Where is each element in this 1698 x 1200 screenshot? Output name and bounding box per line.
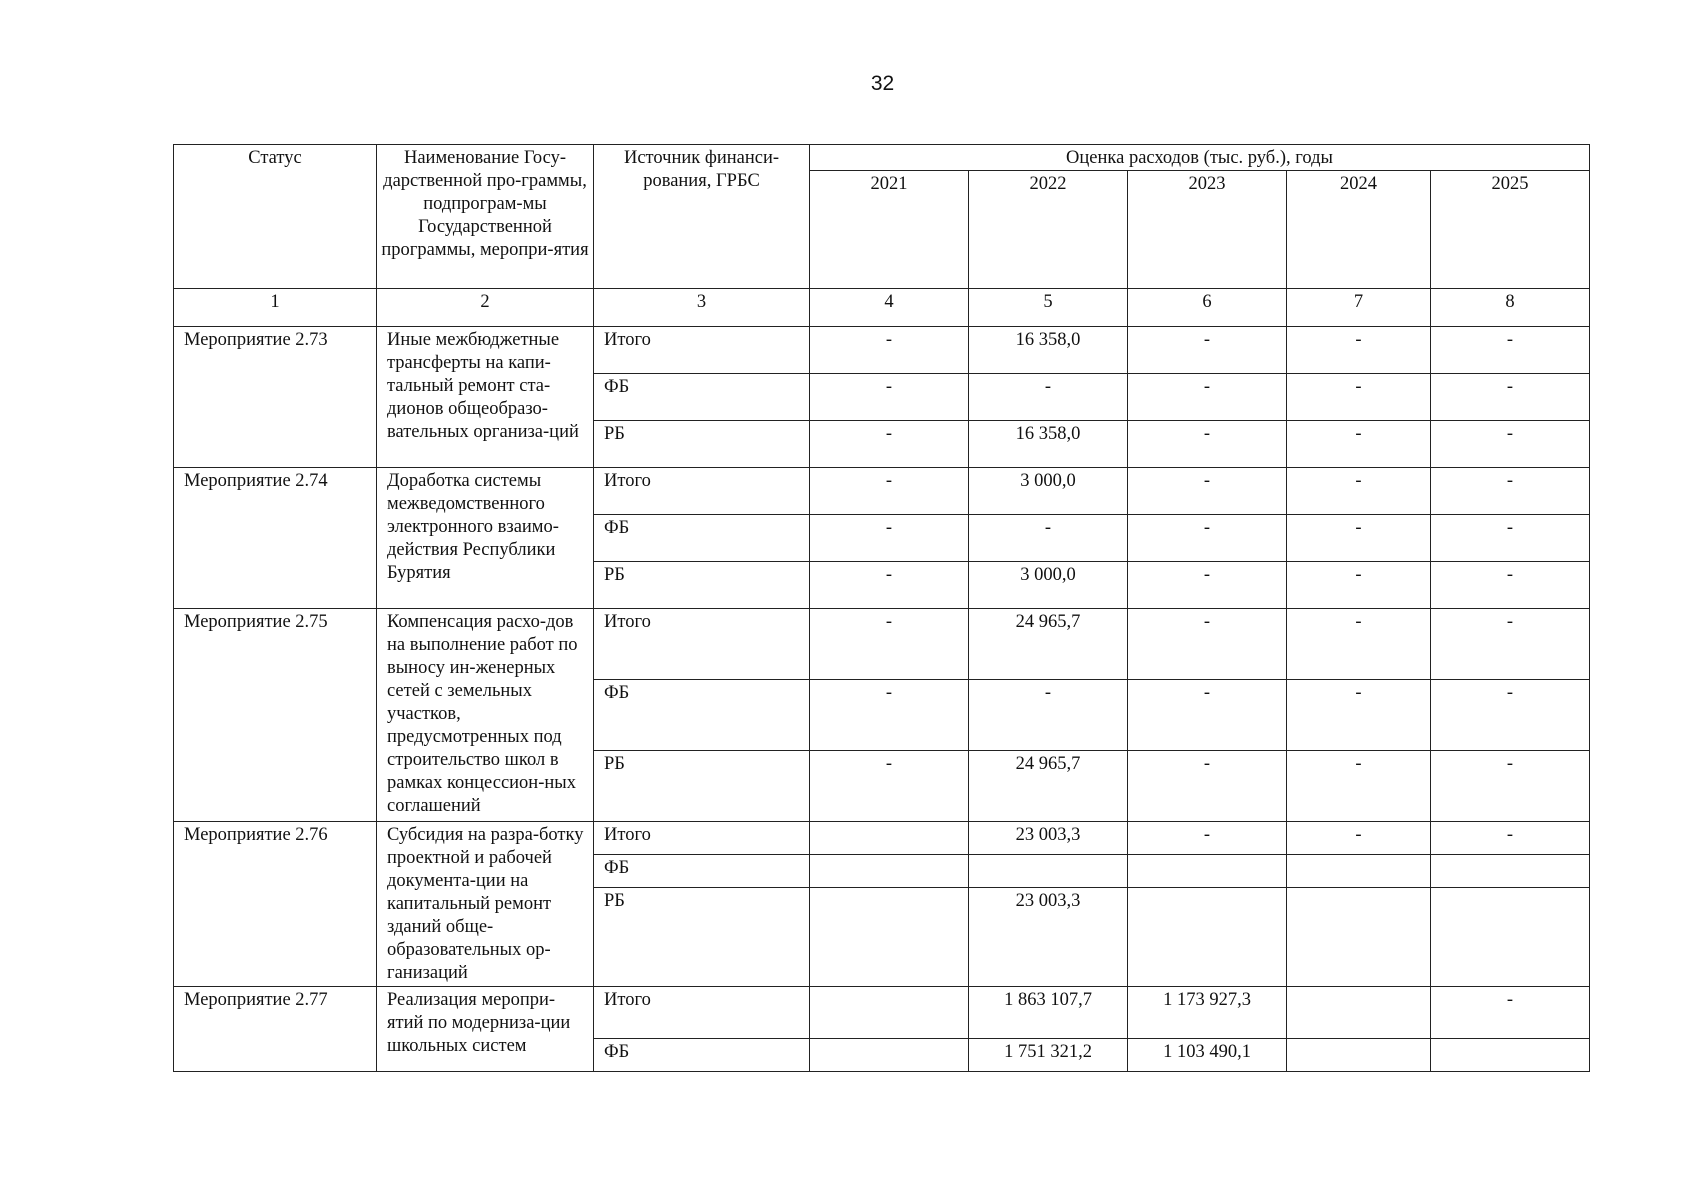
column-number: 8	[1431, 289, 1590, 327]
value-cell	[810, 855, 969, 888]
funding-source: Итого	[594, 609, 810, 680]
value-cell	[1431, 855, 1590, 888]
value-cell: 3 000,0	[969, 562, 1128, 609]
value-cell: -	[1287, 374, 1431, 421]
value-cell	[1287, 987, 1431, 1039]
value-cell	[1287, 888, 1431, 987]
value-cell: -	[1128, 468, 1287, 515]
value-cell: -	[1431, 421, 1590, 468]
funding-source: Итого	[594, 822, 810, 855]
column-number: 1	[174, 289, 377, 327]
value-cell: -	[1128, 421, 1287, 468]
value-cell	[810, 1039, 969, 1072]
value-cell: 24 965,7	[969, 751, 1128, 822]
value-cell: -	[810, 680, 969, 751]
value-cell: -	[1431, 680, 1590, 751]
value-cell: 23 003,3	[969, 822, 1128, 855]
measure-status: Мероприятие 2.73	[174, 327, 377, 468]
value-cell: 24 965,7	[969, 609, 1128, 680]
value-cell: -	[1431, 327, 1590, 374]
table-row	[174, 468, 1590, 515]
value-cell	[810, 987, 969, 1039]
funding-source: ФБ	[594, 1039, 810, 1072]
table-row	[174, 609, 1590, 680]
measure-name: Компенсация расхо-дов на выполнение работ по выносу ин-женерных сетей с земельных участков, предусмотренных под строительство школ в рамках концессион-ных соглашений	[377, 609, 594, 822]
value-cell: -	[1431, 562, 1590, 609]
measure-status: Мероприятие 2.75	[174, 609, 377, 822]
value-cell: -	[1431, 374, 1590, 421]
funding-source: РБ	[594, 751, 810, 822]
value-cell: -	[1287, 822, 1431, 855]
funding-source: РБ	[594, 421, 810, 468]
header-year: 2024	[1287, 171, 1431, 289]
value-cell: -	[810, 609, 969, 680]
header-cost-estimate: Оценка расходов (тыс. руб.), годы	[810, 145, 1590, 171]
value-cell: -	[1128, 822, 1287, 855]
column-number: 3	[594, 289, 810, 327]
value-cell: -	[1431, 751, 1590, 822]
value-cell: -	[810, 468, 969, 515]
header-status: Статус	[174, 145, 377, 289]
value-cell: 23 003,3	[969, 888, 1128, 987]
value-cell: 16 358,0	[969, 421, 1128, 468]
header-program-name: Наименование Госу-дарственной про-граммы, подпрограм-мы Государственной программы, меропри-ятия	[377, 145, 594, 289]
value-cell: -	[969, 374, 1128, 421]
value-cell	[810, 822, 969, 855]
value-cell: -	[1431, 468, 1590, 515]
funding-source: ФБ	[594, 374, 810, 421]
value-cell	[1287, 855, 1431, 888]
value-cell: -	[1287, 751, 1431, 822]
funding-source: ФБ	[594, 680, 810, 751]
value-cell: -	[969, 515, 1128, 562]
column-number: 5	[969, 289, 1128, 327]
value-cell: -	[1128, 327, 1287, 374]
funding-source: Итого	[594, 468, 810, 515]
column-number: 2	[377, 289, 594, 327]
value-cell	[1287, 1039, 1431, 1072]
value-cell: 16 358,0	[969, 327, 1128, 374]
measure-status: Мероприятие 2.74	[174, 468, 377, 609]
value-cell: -	[810, 421, 969, 468]
page-number: 32	[870, 72, 895, 95]
value-cell: -	[810, 327, 969, 374]
value-cell	[1431, 888, 1590, 987]
value-cell: -	[1431, 609, 1590, 680]
table-row	[174, 327, 1590, 374]
value-cell: -	[969, 680, 1128, 751]
value-cell: 1 103 490,1	[1128, 1039, 1287, 1072]
value-cell: -	[1287, 609, 1431, 680]
value-cell: -	[1287, 421, 1431, 468]
header-year: 2021	[810, 171, 969, 289]
value-cell: 1 863 107,7	[969, 987, 1128, 1039]
funding-source: Итого	[594, 987, 810, 1039]
header-year: 2022	[969, 171, 1128, 289]
value-cell: -	[810, 374, 969, 421]
funding-source: РБ	[594, 562, 810, 609]
value-cell: -	[1431, 822, 1590, 855]
table-row	[174, 987, 1590, 1039]
measure-name: Субсидия на разра-ботку проектной и рабочей документа-ции на капитальный ремонт зданий обще-образовательных ор-ганизаций	[377, 822, 594, 987]
value-cell: -	[1287, 468, 1431, 515]
value-cell: -	[1128, 515, 1287, 562]
measure-name: Доработка системы межведомственного электронного взаимо-действия Республики Бурятия	[377, 468, 594, 609]
value-cell: -	[1431, 987, 1590, 1039]
value-cell: -	[1287, 515, 1431, 562]
funding-source: РБ	[594, 888, 810, 987]
header-funding-source: Источник финанси-рования, ГРБС	[594, 145, 810, 289]
funding-source: ФБ	[594, 515, 810, 562]
value-cell	[1431, 1039, 1590, 1072]
value-cell	[1128, 855, 1287, 888]
value-cell	[810, 888, 969, 987]
funding-source: Итого	[594, 327, 810, 374]
column-number: 7	[1287, 289, 1431, 327]
budget-table	[173, 144, 1590, 1072]
value-cell: -	[1128, 374, 1287, 421]
measure-status: Мероприятие 2.76	[174, 822, 377, 987]
value-cell: -	[1128, 562, 1287, 609]
value-cell: 1 751 321,2	[969, 1039, 1128, 1072]
table-row	[174, 822, 1590, 855]
column-number: 6	[1128, 289, 1287, 327]
value-cell: -	[810, 562, 969, 609]
column-number: 4	[810, 289, 969, 327]
funding-source: ФБ	[594, 855, 810, 888]
measure-name: Реализация меропри-ятий по модерниза-ции школьных систем	[377, 987, 594, 1072]
value-cell: -	[810, 751, 969, 822]
value-cell: -	[1287, 680, 1431, 751]
value-cell: 1 173 927,3	[1128, 987, 1287, 1039]
measure-name: Иные межбюджетные трансферты на капи-тальный ремонт ста-дионов общеобразо-вательных организа-ций	[377, 327, 594, 468]
value-cell: -	[1128, 680, 1287, 751]
value-cell: -	[1128, 751, 1287, 822]
value-cell: -	[810, 515, 969, 562]
measure-status: Мероприятие 2.77	[174, 987, 377, 1072]
value-cell: 3 000,0	[969, 468, 1128, 515]
value-cell	[969, 855, 1128, 888]
value-cell	[1128, 888, 1287, 987]
header-year: 2023	[1128, 171, 1287, 289]
value-cell: -	[1431, 515, 1590, 562]
value-cell: -	[1287, 562, 1431, 609]
value-cell: -	[1287, 327, 1431, 374]
header-year: 2025	[1431, 171, 1590, 289]
value-cell: -	[1128, 609, 1287, 680]
